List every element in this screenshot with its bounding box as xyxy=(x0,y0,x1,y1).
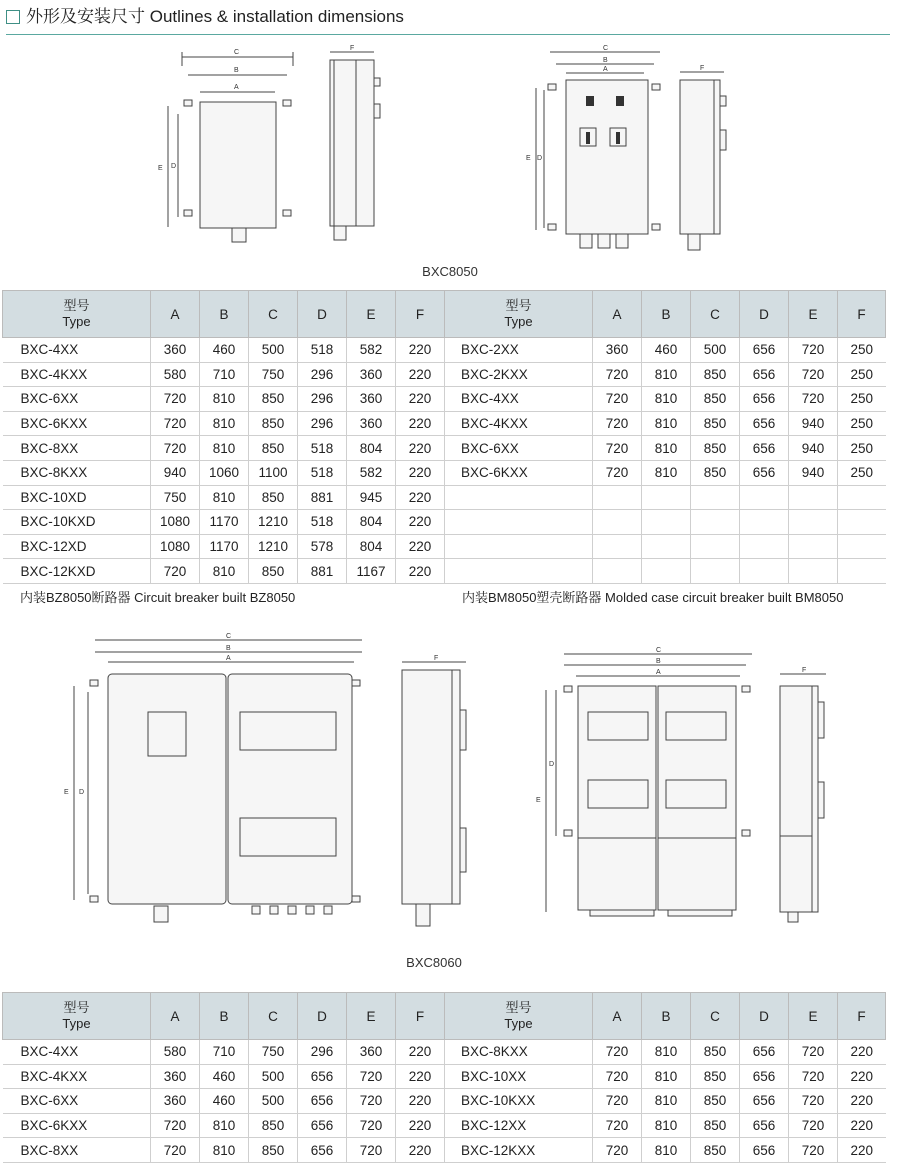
header-c: C xyxy=(249,993,298,1040)
cell-value: 850 xyxy=(249,485,298,510)
cell-value: 220 xyxy=(396,485,445,510)
cell-value-right: 720 xyxy=(789,1040,838,1065)
cell-value: 220 xyxy=(396,1113,445,1138)
cell-value-right: 220 xyxy=(838,1113,886,1138)
header-c-right: C xyxy=(691,993,740,1040)
cell-value-right xyxy=(642,485,691,510)
cell-type-right xyxy=(445,534,593,559)
cell-type: BXC-4XX xyxy=(3,338,151,363)
cell-value: 220 xyxy=(396,1064,445,1089)
dim-label-d: D xyxy=(171,163,177,170)
cell-value: 220 xyxy=(396,559,445,584)
cell-value-right: 720 xyxy=(789,1113,838,1138)
drawing-bxc8060-front-large xyxy=(530,640,770,930)
cell-value-right: 850 xyxy=(691,411,740,436)
cell-value: 850 xyxy=(249,436,298,461)
cell-value: 1170 xyxy=(200,510,249,535)
cell-value: 1080 xyxy=(151,510,200,535)
cell-type: BXC-10KXD xyxy=(3,510,151,535)
cell-value-right xyxy=(740,485,789,510)
dim-label-d3: D xyxy=(79,789,85,796)
cell-value: 460 xyxy=(200,338,249,363)
cell-value-right: 720 xyxy=(789,1138,838,1163)
table-row xyxy=(3,559,886,584)
header-d: D xyxy=(298,993,347,1040)
cell-value: 850 xyxy=(249,559,298,584)
table-row xyxy=(3,362,886,387)
table-row xyxy=(3,1138,886,1163)
cell-value-right: 810 xyxy=(642,1040,691,1065)
cell-value-right: 720 xyxy=(593,411,642,436)
cell-value-right xyxy=(740,510,789,535)
cell-value: 804 xyxy=(347,436,396,461)
cell-value: 720 xyxy=(151,436,200,461)
cell-value-right xyxy=(642,510,691,535)
header-b: B xyxy=(200,291,249,338)
cell-value: 881 xyxy=(298,485,347,510)
cell-value: 940 xyxy=(151,460,200,485)
header-a-right: A xyxy=(593,993,642,1040)
cell-value: 296 xyxy=(298,387,347,412)
cell-value-right: 720 xyxy=(789,387,838,412)
cell-value-right: 250 xyxy=(838,460,886,485)
cell-value-right xyxy=(740,534,789,559)
cell-value: 518 xyxy=(298,436,347,461)
cell-value-right xyxy=(789,559,838,584)
header-b-right: B xyxy=(642,291,691,338)
cell-value: 850 xyxy=(249,411,298,436)
cell-value-right: 720 xyxy=(789,1064,838,1089)
table-row xyxy=(3,1040,886,1065)
drawing-bxc8060-side-large xyxy=(774,664,844,934)
header-c: C xyxy=(249,291,298,338)
header-a-right: A xyxy=(593,291,642,338)
cell-value-right: 810 xyxy=(642,411,691,436)
dim-label-f: F xyxy=(350,45,355,52)
cell-value: 500 xyxy=(249,1089,298,1114)
cell-value: 881 xyxy=(298,559,347,584)
table-row xyxy=(3,534,886,559)
dim-label-c4: C xyxy=(656,647,662,654)
cell-value: 1167 xyxy=(347,559,396,584)
cell-value-right xyxy=(691,485,740,510)
cell-value: 1210 xyxy=(249,510,298,535)
cell-value-right: 220 xyxy=(838,1064,886,1089)
dim-label-f4: F xyxy=(802,667,807,674)
cell-type: BXC-8XX xyxy=(3,436,151,461)
cell-type-right: BXC-6KXX xyxy=(445,460,593,485)
header-f-right: F xyxy=(838,291,886,338)
cell-value: 220 xyxy=(396,460,445,485)
cell-value: 750 xyxy=(249,362,298,387)
cell-value: 578 xyxy=(298,534,347,559)
table-row xyxy=(3,338,886,363)
cell-value-right: 720 xyxy=(593,1040,642,1065)
cell-value-right xyxy=(593,485,642,510)
cell-value-right: 810 xyxy=(642,1113,691,1138)
table-row xyxy=(3,460,886,485)
cell-value: 850 xyxy=(249,1113,298,1138)
dim-label-f3: F xyxy=(434,655,439,662)
cell-type: BXC-6XX xyxy=(3,1089,151,1114)
dim-label-d4: D xyxy=(549,761,555,768)
cell-type-right: BXC-10XX xyxy=(445,1064,593,1089)
table-row xyxy=(3,387,886,412)
table-row xyxy=(3,411,886,436)
cell-value: 460 xyxy=(200,1064,249,1089)
dim-label-d2: D xyxy=(537,155,543,162)
cell-value-right: 850 xyxy=(691,1064,740,1089)
cell-value: 656 xyxy=(298,1113,347,1138)
cell-value: 720 xyxy=(347,1113,396,1138)
cell-value-right: 720 xyxy=(789,362,838,387)
cell-type: BXC-12XD xyxy=(3,534,151,559)
dim-label-c2: C xyxy=(603,45,609,52)
cell-type: BXC-4XX xyxy=(3,1040,151,1065)
dim-label-e4: E xyxy=(536,797,541,804)
dim-label-e3: E xyxy=(64,789,69,796)
header-type: 型号 Type xyxy=(3,291,151,338)
drawing-bxc8050-front-large xyxy=(520,40,670,260)
dim-label-b2: B xyxy=(603,57,608,64)
cell-value-right xyxy=(838,510,886,535)
cell-value-right: 720 xyxy=(593,1138,642,1163)
cell-value-right: 220 xyxy=(838,1138,886,1163)
table-row xyxy=(3,436,886,461)
header-type: 型号 Type xyxy=(3,993,151,1040)
cell-value: 360 xyxy=(151,1064,200,1089)
cell-value-right: 656 xyxy=(740,436,789,461)
cell-value: 1060 xyxy=(200,460,249,485)
cell-value: 656 xyxy=(298,1064,347,1089)
drawing-bxc8060-front-small xyxy=(60,628,370,938)
cell-value: 804 xyxy=(347,534,396,559)
cell-value-right: 810 xyxy=(642,1089,691,1114)
cell-value: 810 xyxy=(200,436,249,461)
cell-value-right: 810 xyxy=(642,387,691,412)
dim-label-f2: F xyxy=(700,65,705,72)
cell-value: 656 xyxy=(298,1138,347,1163)
cell-value: 750 xyxy=(249,1040,298,1065)
cell-value: 580 xyxy=(151,1040,200,1065)
cell-value: 810 xyxy=(200,411,249,436)
caption-bxc8060: BXC8060 xyxy=(406,955,462,970)
cell-value: 518 xyxy=(298,510,347,535)
cell-type: BXC-4KXX xyxy=(3,362,151,387)
dim-label-a2: A xyxy=(603,66,608,73)
cell-type-right: BXC-10KXX xyxy=(445,1089,593,1114)
cell-value-right xyxy=(838,534,886,559)
cell-type-right xyxy=(445,559,593,584)
cell-type-right: BXC-4XX xyxy=(445,387,593,412)
cell-value: 360 xyxy=(347,387,396,412)
cell-value-right: 940 xyxy=(789,436,838,461)
cell-value: 945 xyxy=(347,485,396,510)
cell-value-right xyxy=(593,534,642,559)
header-type-right: 型号 Type xyxy=(445,291,593,338)
cell-value: 720 xyxy=(347,1138,396,1163)
header-c-right: C xyxy=(691,291,740,338)
cell-value-right xyxy=(789,485,838,510)
table-header-row xyxy=(3,291,886,338)
table-row xyxy=(3,1113,886,1138)
cell-value: 296 xyxy=(298,1040,347,1065)
dim-label-b4: B xyxy=(656,658,661,665)
cell-type-right xyxy=(445,485,593,510)
dim-label-b3: B xyxy=(226,645,231,652)
drawing-bxc8060-side-small xyxy=(394,652,474,942)
cell-value-right: 500 xyxy=(691,338,740,363)
cell-value: 720 xyxy=(151,1138,200,1163)
cell-value: 500 xyxy=(249,1064,298,1089)
cell-value: 360 xyxy=(151,1089,200,1114)
cell-value: 296 xyxy=(298,362,347,387)
cell-value-right xyxy=(691,559,740,584)
cell-value-right: 656 xyxy=(740,411,789,436)
cell-value-right: 250 xyxy=(838,362,886,387)
table-row xyxy=(3,510,886,535)
cell-value: 220 xyxy=(396,534,445,559)
note-bm8050: 内装BM8050塑壳断路器 Molded case circuit breaker built BM8050 xyxy=(462,590,844,605)
cell-value: 220 xyxy=(396,411,445,436)
drawing-bxc8050-front-small xyxy=(150,42,300,252)
cell-type-right: BXC-2XX xyxy=(445,338,593,363)
cell-type-right: BXC-12KXX xyxy=(445,1138,593,1163)
cell-type-right: BXC-6XX xyxy=(445,436,593,461)
cell-value: 360 xyxy=(151,338,200,363)
dim-label-c3: C xyxy=(226,633,232,640)
table-row xyxy=(3,485,886,510)
cell-value-right: 720 xyxy=(593,1113,642,1138)
cell-value-right: 656 xyxy=(740,387,789,412)
cell-value: 360 xyxy=(347,411,396,436)
cell-value-right: 656 xyxy=(740,1138,789,1163)
cell-value-right xyxy=(593,510,642,535)
cell-value-right: 940 xyxy=(789,411,838,436)
cell-value: 720 xyxy=(151,387,200,412)
cell-value: 220 xyxy=(396,1089,445,1114)
cell-value: 720 xyxy=(151,559,200,584)
cell-type-right xyxy=(445,510,593,535)
checkbox-square-icon xyxy=(6,10,20,24)
cell-value-right: 460 xyxy=(642,338,691,363)
page-title: 外形及安装尺寸 Outlines & installation dimensions xyxy=(26,7,404,26)
cell-value-right: 720 xyxy=(789,1089,838,1114)
cell-type-right: BXC-4KXX xyxy=(445,411,593,436)
cell-value-right: 656 xyxy=(740,362,789,387)
cell-value-right: 850 xyxy=(691,1113,740,1138)
cell-value: 850 xyxy=(249,387,298,412)
dim-label-a4: A xyxy=(656,669,661,676)
cell-value-right: 720 xyxy=(593,362,642,387)
header-d-right: D xyxy=(740,993,789,1040)
cell-value: 582 xyxy=(347,338,396,363)
header-b: B xyxy=(200,993,249,1040)
drawing-bxc8050-side-small xyxy=(322,42,382,252)
cell-type-right: BXC-2KXX xyxy=(445,362,593,387)
cell-value-right xyxy=(789,534,838,559)
cell-type-right: BXC-12XX xyxy=(445,1113,593,1138)
dim-label-c: C xyxy=(234,49,240,56)
cell-value: 220 xyxy=(396,436,445,461)
cell-value: 580 xyxy=(151,362,200,387)
dim-label-b: B xyxy=(234,67,239,74)
cell-value-right: 656 xyxy=(740,1064,789,1089)
cell-value-right: 360 xyxy=(593,338,642,363)
cell-value: 810 xyxy=(200,1138,249,1163)
cell-value-right: 656 xyxy=(740,1113,789,1138)
spec-table-bxc8050 xyxy=(2,290,886,584)
cell-value: 850 xyxy=(249,1138,298,1163)
dim-label-a: A xyxy=(234,84,239,91)
cell-value-right: 720 xyxy=(593,460,642,485)
cell-value: 656 xyxy=(298,1089,347,1114)
table-row xyxy=(3,1064,886,1089)
cell-value: 750 xyxy=(151,485,200,510)
cell-type: BXC-6KXX xyxy=(3,1113,151,1138)
cell-value-right: 850 xyxy=(691,362,740,387)
header-a: A xyxy=(151,291,200,338)
cell-value: 500 xyxy=(249,338,298,363)
cell-value: 518 xyxy=(298,460,347,485)
cell-value-right: 656 xyxy=(740,460,789,485)
cell-value-right: 720 xyxy=(789,338,838,363)
table-header-row xyxy=(3,993,886,1040)
caption-bxc8050: BXC8050 xyxy=(422,264,478,279)
cell-value-right: 250 xyxy=(838,411,886,436)
cell-value-right: 220 xyxy=(838,1040,886,1065)
cell-value-right: 720 xyxy=(593,1089,642,1114)
cell-type: BXC-6XX xyxy=(3,387,151,412)
cell-value-right xyxy=(642,534,691,559)
drawing-bxc8050-side-large xyxy=(672,62,732,262)
header-f: F xyxy=(396,291,445,338)
cell-value-right: 720 xyxy=(593,1064,642,1089)
cell-value: 220 xyxy=(396,338,445,363)
cell-value-right: 850 xyxy=(691,1040,740,1065)
cell-type: BXC-8XX xyxy=(3,1138,151,1163)
cell-value: 1170 xyxy=(200,534,249,559)
cell-value-right: 220 xyxy=(838,1089,886,1114)
cell-value: 220 xyxy=(396,1040,445,1065)
header-d-right: D xyxy=(740,291,789,338)
cell-value-right xyxy=(642,559,691,584)
cell-value-right: 850 xyxy=(691,1089,740,1114)
cell-value: 360 xyxy=(347,362,396,387)
cell-value: 220 xyxy=(396,510,445,535)
header-type-right: 型号 Type xyxy=(445,993,593,1040)
dim-label-e2: E xyxy=(526,155,531,162)
table-row xyxy=(3,1089,886,1114)
cell-value-right xyxy=(740,559,789,584)
cell-value-right: 810 xyxy=(642,362,691,387)
cell-value: 810 xyxy=(200,485,249,510)
cell-value-right: 250 xyxy=(838,436,886,461)
cell-value: 1100 xyxy=(249,460,298,485)
cell-value: 220 xyxy=(396,1138,445,1163)
cell-value: 720 xyxy=(151,411,200,436)
cell-value: 810 xyxy=(200,1113,249,1138)
cell-type-right: BXC-8KXX xyxy=(445,1040,593,1065)
cell-value-right: 940 xyxy=(789,460,838,485)
header-e-right: E xyxy=(789,993,838,1040)
cell-type: BXC-10XD xyxy=(3,485,151,510)
header-e-right: E xyxy=(789,291,838,338)
cell-value-right xyxy=(691,534,740,559)
header-f-right: F xyxy=(838,993,886,1040)
cell-value: 710 xyxy=(200,362,249,387)
cell-value-right xyxy=(838,559,886,584)
dim-label-a3: A xyxy=(226,655,231,662)
cell-value-right: 656 xyxy=(740,338,789,363)
cell-value: 720 xyxy=(347,1089,396,1114)
dim-label-e: E xyxy=(158,165,163,172)
cell-type: BXC-8KXX xyxy=(3,460,151,485)
cell-value: 804 xyxy=(347,510,396,535)
cell-value: 582 xyxy=(347,460,396,485)
cell-value: 360 xyxy=(347,1040,396,1065)
cell-value-right: 850 xyxy=(691,460,740,485)
cell-value-right: 850 xyxy=(691,387,740,412)
section-header xyxy=(6,6,890,35)
cell-value: 220 xyxy=(396,362,445,387)
cell-value-right xyxy=(838,485,886,510)
cell-value-right: 810 xyxy=(642,1064,691,1089)
cell-value-right xyxy=(691,510,740,535)
cell-value-right: 720 xyxy=(593,387,642,412)
cell-value: 220 xyxy=(396,387,445,412)
cell-value-right: 250 xyxy=(838,338,886,363)
cell-value-right: 720 xyxy=(593,436,642,461)
cell-value: 296 xyxy=(298,411,347,436)
cell-value: 460 xyxy=(200,1089,249,1114)
cell-value-right: 810 xyxy=(642,436,691,461)
note-bz8050: 内装BZ8050断路器 Circuit breaker built BZ8050 xyxy=(20,590,296,605)
cell-value-right xyxy=(789,510,838,535)
cell-value-right: 810 xyxy=(642,1138,691,1163)
cell-value-right: 850 xyxy=(691,436,740,461)
cell-value: 720 xyxy=(151,1113,200,1138)
header-a: A xyxy=(151,993,200,1040)
cell-value-right: 850 xyxy=(691,1138,740,1163)
cell-type: BXC-6KXX xyxy=(3,411,151,436)
cell-type: BXC-4KXX xyxy=(3,1064,151,1089)
cell-value-right: 810 xyxy=(642,460,691,485)
cell-value-right: 250 xyxy=(838,387,886,412)
header-e: E xyxy=(347,993,396,1040)
cell-value: 810 xyxy=(200,387,249,412)
cell-value: 518 xyxy=(298,338,347,363)
cell-value-right: 656 xyxy=(740,1040,789,1065)
cell-type: BXC-12KXD xyxy=(3,559,151,584)
cell-value: 720 xyxy=(347,1064,396,1089)
cell-value: 1210 xyxy=(249,534,298,559)
spec-table-bxc8060 xyxy=(2,992,886,1163)
cell-value-right xyxy=(593,559,642,584)
header-b-right: B xyxy=(642,993,691,1040)
cell-value: 810 xyxy=(200,559,249,584)
cell-value: 710 xyxy=(200,1040,249,1065)
cell-value-right: 656 xyxy=(740,1089,789,1114)
cell-value: 1080 xyxy=(151,534,200,559)
header-e: E xyxy=(347,291,396,338)
header-d: D xyxy=(298,291,347,338)
header-f: F xyxy=(396,993,445,1040)
